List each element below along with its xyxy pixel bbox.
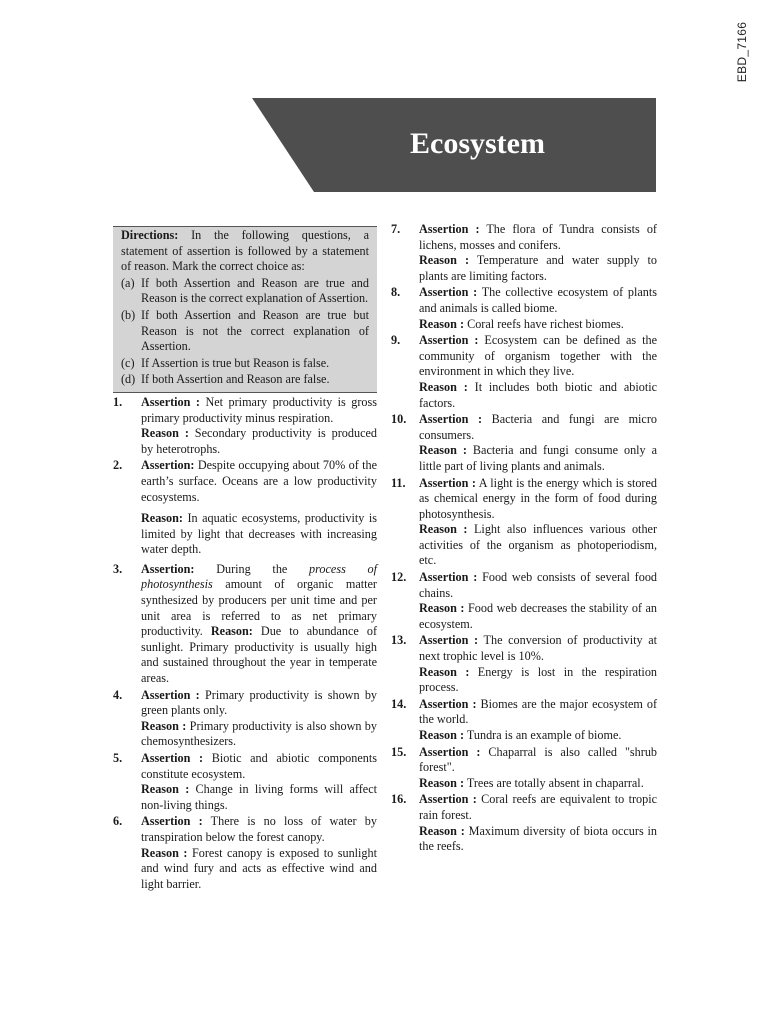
reason — [419, 253, 657, 284]
assertion — [141, 458, 377, 505]
reason-label: Reason : — [141, 845, 188, 860]
directions-text-block — [121, 228, 369, 275]
question-body — [141, 395, 377, 457]
assertion-emphasis: process of photosynthesis — [141, 561, 378, 592]
reason-text: It includes both biotic and abiotic factors. — [419, 379, 658, 410]
assertion-text: Primary productivity is shown by green plants only. — [141, 687, 378, 718]
assertion — [141, 561, 381, 687]
question-4 — [113, 688, 377, 750]
assertion-text-end: amount of organic matter synthesized by producers per unit time and per unit area is referred to as net primary productivity. — [141, 577, 381, 639]
assertion-text: There is no loss of water by transpiration below the forest canopy. — [141, 814, 377, 844]
reason — [419, 522, 657, 569]
question-16 — [391, 792, 657, 854]
reason — [141, 511, 377, 558]
assertion — [141, 751, 377, 782]
option-label: (a) — [121, 275, 135, 290]
question-body — [419, 476, 657, 570]
reason-label: Reason : — [419, 601, 465, 616]
question-8 — [391, 285, 657, 332]
reason — [419, 824, 657, 855]
question-10 — [391, 412, 657, 474]
question-body — [141, 458, 377, 558]
assertion-label: Assertion : — [419, 570, 478, 585]
question-15 — [391, 745, 657, 792]
question-body — [141, 751, 377, 813]
option-a — [121, 276, 369, 307]
reason — [419, 317, 657, 333]
option-label: (b) — [121, 307, 136, 322]
reason-label: Reason : — [141, 718, 187, 733]
option-d — [121, 372, 369, 388]
assertion-label: Assertion : — [419, 475, 476, 490]
question-11 — [391, 476, 657, 570]
assertion-label: Assertion : — [419, 792, 477, 807]
question-number: 6. — [113, 814, 123, 829]
reason-label: Reason : — [141, 426, 189, 441]
assertion-label: Assertion : — [419, 744, 481, 759]
assertion-label: Assertion : — [141, 814, 203, 829]
chapter-title: Ecosystem — [410, 127, 545, 160]
assertion-label: Assertion : — [419, 696, 477, 711]
reason-text: Change in living forms will affect non-living things. — [141, 782, 377, 812]
question-13 — [391, 633, 657, 695]
option-text: If both Assertion and Reason are true but Reason is not the correct explanation of Assertion. — [141, 307, 369, 354]
question-number: 9. — [391, 333, 401, 348]
assertion-text: Net primary productivity is gross primary productivity minus respiration. — [141, 394, 377, 425]
reason — [141, 426, 377, 457]
reason-text: Temperature and water supply to plants are limiting factors. — [419, 253, 657, 283]
assertion-label: Assertion: — [141, 458, 195, 473]
assertion — [141, 688, 377, 719]
assertion-label: Assertion : — [141, 751, 204, 765]
reason-text: Light also influences various other activities of the organism as photoperiodism, etc. — [419, 522, 658, 568]
assertion-label: Assertion : — [419, 285, 478, 300]
question-body — [419, 697, 657, 744]
page-code — [718, 16, 766, 88]
assertion-text: During the — [216, 561, 310, 576]
reason — [419, 728, 657, 744]
question-body — [419, 792, 657, 854]
question-number: 3. — [113, 561, 123, 576]
assertion-text: Chaparral is also called "shrub forest". — [419, 744, 658, 775]
directions-box — [113, 226, 377, 393]
question-number: 10. — [391, 412, 407, 427]
assertion — [419, 792, 657, 823]
left-column — [113, 226, 381, 893]
question-body — [141, 688, 377, 750]
question-number: 16. — [391, 792, 407, 807]
question-body — [419, 633, 657, 695]
question-body — [419, 222, 657, 284]
reason-text: In aquatic ecosystems, productivity is limited by light that decreases with increasing water depth. — [141, 511, 377, 557]
question-2 — [113, 458, 377, 558]
reason-text: Forest canopy is exposed to sunlight and wind fury and acts as effective wind and light barrier. — [141, 845, 378, 891]
question-number: 7. — [391, 222, 401, 236]
reason-text: Coral reefs have richest biomes. — [467, 316, 624, 331]
assertion-label: Assertion : — [419, 222, 480, 236]
question-1 — [113, 395, 377, 457]
assertion — [419, 333, 657, 380]
option-text: If both Assertion and Reason are false. — [141, 372, 330, 387]
question-number: 12. — [391, 570, 407, 585]
option-text: If Assertion is true but Reason is false. — [141, 355, 330, 370]
reason-label: Reason : — [419, 443, 467, 458]
reason-label: Reason : — [419, 316, 465, 331]
question-body — [419, 285, 657, 332]
question-number: 11. — [391, 475, 406, 490]
reason — [141, 719, 377, 750]
reason-text: Energy is lost in the respiration process. — [419, 664, 658, 695]
reason-text: Secondary productivity is produced by heterotrophs. — [141, 426, 377, 456]
directions-label: Directions: — [121, 228, 179, 242]
reason-text: Trees are totally absent in chaparral. — [466, 775, 644, 790]
assertion-text: Biomes are the major ecosystem of the world. — [419, 696, 658, 727]
question-body — [141, 814, 377, 892]
assertion-text: Biotic and abiotic components constitute ecosystem. — [141, 751, 378, 781]
reason — [419, 665, 657, 696]
assertion-text: Ecosystem can be defined as the community of organism together with the environment in which they live. — [419, 333, 658, 379]
reason-label: Reason: — [141, 511, 183, 526]
page-code-text: EBD_7166 — [735, 21, 750, 83]
reason-label: Reason : — [141, 782, 190, 797]
option-text: If both Assertion and Reason are true and Reason is the correct explanation of Assertion. — [141, 275, 369, 306]
right-column — [391, 222, 657, 856]
assertion-text: Coral reefs are equivalent to tropic rain forest. — [419, 792, 658, 822]
reason — [141, 846, 377, 893]
reason — [419, 601, 657, 632]
assertion-text: Food web consists of several food chains. — [419, 570, 658, 600]
assertion — [419, 697, 657, 728]
question-6 — [113, 814, 377, 892]
option-label: (c) — [121, 355, 135, 370]
reason-text: Food web decreases the stability of an ecosystem. — [419, 601, 658, 631]
question-number: 8. — [391, 285, 401, 300]
question-number: 15. — [391, 744, 407, 759]
question-12 — [391, 570, 657, 632]
assertion-text: The conversion of productivity at next trophic level is 10%. — [419, 633, 658, 664]
assertion — [141, 814, 377, 845]
directions-text: In the following questions, a statement of assertion is followed by a statement of reason. Mark the correct choice as: — [121, 228, 369, 274]
assertion — [419, 476, 657, 523]
question-number: 2. — [113, 458, 123, 473]
assertion — [419, 412, 657, 443]
assertion — [141, 395, 377, 426]
assertion-label: Assertion: — [141, 561, 195, 576]
reason-label: Reason : — [419, 775, 465, 790]
reason — [141, 782, 377, 813]
question-3 — [113, 561, 381, 687]
option-label: (d) — [121, 372, 136, 387]
assertion-label: Assertion : — [419, 633, 479, 648]
assertion-label: Assertion : — [141, 394, 200, 409]
reason-text: Tundra is an example of biome. — [466, 728, 622, 742]
reason — [419, 443, 657, 474]
reason-text: Maximum diversity of biota occurs in the reefs. — [419, 823, 657, 854]
reason-label: Reason : — [419, 253, 470, 268]
reason — [419, 380, 657, 411]
question-body — [141, 561, 381, 687]
assertion — [419, 633, 657, 664]
option-b — [121, 308, 369, 355]
reason-label: Reason : — [419, 664, 470, 679]
reason-label: Reason : — [419, 522, 468, 537]
question-number: 14. — [391, 696, 407, 711]
option-c — [121, 356, 369, 372]
reason-label: Reason : — [419, 823, 465, 838]
question-9 — [391, 333, 657, 411]
reason — [419, 776, 657, 792]
assertion-label: Assertion : — [419, 333, 479, 348]
question-number: 1. — [113, 394, 123, 409]
question-body — [419, 412, 657, 474]
assertion-text: The collective ecosystem of plants and animals is called biome. — [419, 285, 657, 315]
assertion-label: Assertion : — [141, 687, 200, 702]
question-number: 5. — [113, 751, 123, 765]
question-body — [419, 333, 657, 411]
assertion-text: Despite occupying about 70% of the earth’s surface. Oceans are a low productivity ecosystems. — [141, 458, 377, 504]
assertion-text: Bacteria and fungi are micro consumers. — [419, 412, 657, 442]
question-number: 13. — [391, 633, 407, 648]
question-5 — [113, 751, 377, 813]
assertion — [419, 745, 657, 776]
question-14 — [391, 697, 657, 744]
reason-label: Reason : — [419, 379, 468, 394]
assertion — [419, 222, 657, 253]
assertion-label: Assertion : — [419, 412, 483, 427]
question-7 — [391, 222, 657, 284]
reason-text: Due to abundance of sunlight. Primary productivity is usually high and sustained throughout the year in temperate areas. — [141, 624, 378, 686]
assertion — [419, 570, 657, 601]
reason-text: Bacteria and fungi consume only a little part of living plants and animals. — [419, 443, 658, 473]
reason-label: Reason : — [419, 728, 465, 742]
assertion-text: The flora of Tundra consists of lichens, mosses and conifers. — [419, 222, 657, 252]
assertion — [419, 285, 657, 316]
question-body — [419, 745, 657, 792]
reason-label: Reason: — [210, 624, 253, 639]
assertion-text: A light is the energy which is stored as chemical energy in the form of food during photosynthesis. — [419, 475, 657, 521]
question-body — [419, 570, 657, 632]
question-number: 4. — [113, 687, 123, 702]
reason-text: Primary productivity is also shown by chemosynthesizers. — [141, 718, 377, 749]
